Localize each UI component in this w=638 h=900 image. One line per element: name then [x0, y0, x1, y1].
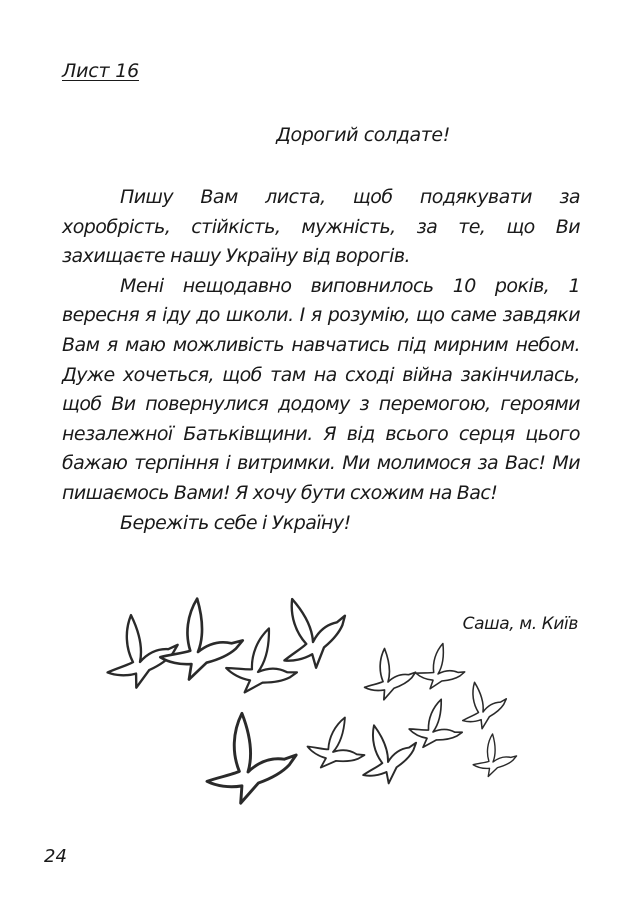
- dove-icon: [260, 592, 360, 680]
- letter-paragraph-2: Мені нещодавно виповнилось 10 років, 1 вересня я іду до школи. І я розумію, що саме завдяки Вам я маю можливість навчатись під мирним небом. Дуже хочеться, щоб там на сході війна закінчилась, щоб Ви повернулися додому з перемогою, героями незалежної Батьківщини. Я від всього серця цього бажаю терпіння і витримки. Ми молимося за Вас! Ми пишаємось Вами! Я хочу бути схожим на Вас!: [62, 274, 580, 504]
- salutation: Дорогий солдате!: [276, 124, 450, 146]
- dove-icon: [196, 705, 302, 808]
- dove-icon: [415, 641, 467, 691]
- dove-icon: [346, 712, 427, 791]
- letter-paragraph-1: Пишу Вам листа, щоб подякувати за хоробрість, стійкість, мужність, за те, що Ви захищаєте нашу Україну від ворогів.: [62, 186, 580, 268]
- letter-label: Лист 16: [62, 60, 139, 82]
- dove-icon: [359, 644, 420, 703]
- letter-paragraph-3: Бережіть себе і Україну!: [120, 511, 351, 534]
- dove-icon: [303, 710, 372, 778]
- dove-icon: [95, 605, 186, 693]
- letter-body: [62, 183, 580, 538]
- dove-group: [95, 592, 518, 808]
- signature: Саша, м. Київ: [462, 614, 578, 634]
- page-number: 24: [44, 846, 67, 867]
- dove-icon: [471, 732, 518, 778]
- dove-icon: [452, 674, 513, 734]
